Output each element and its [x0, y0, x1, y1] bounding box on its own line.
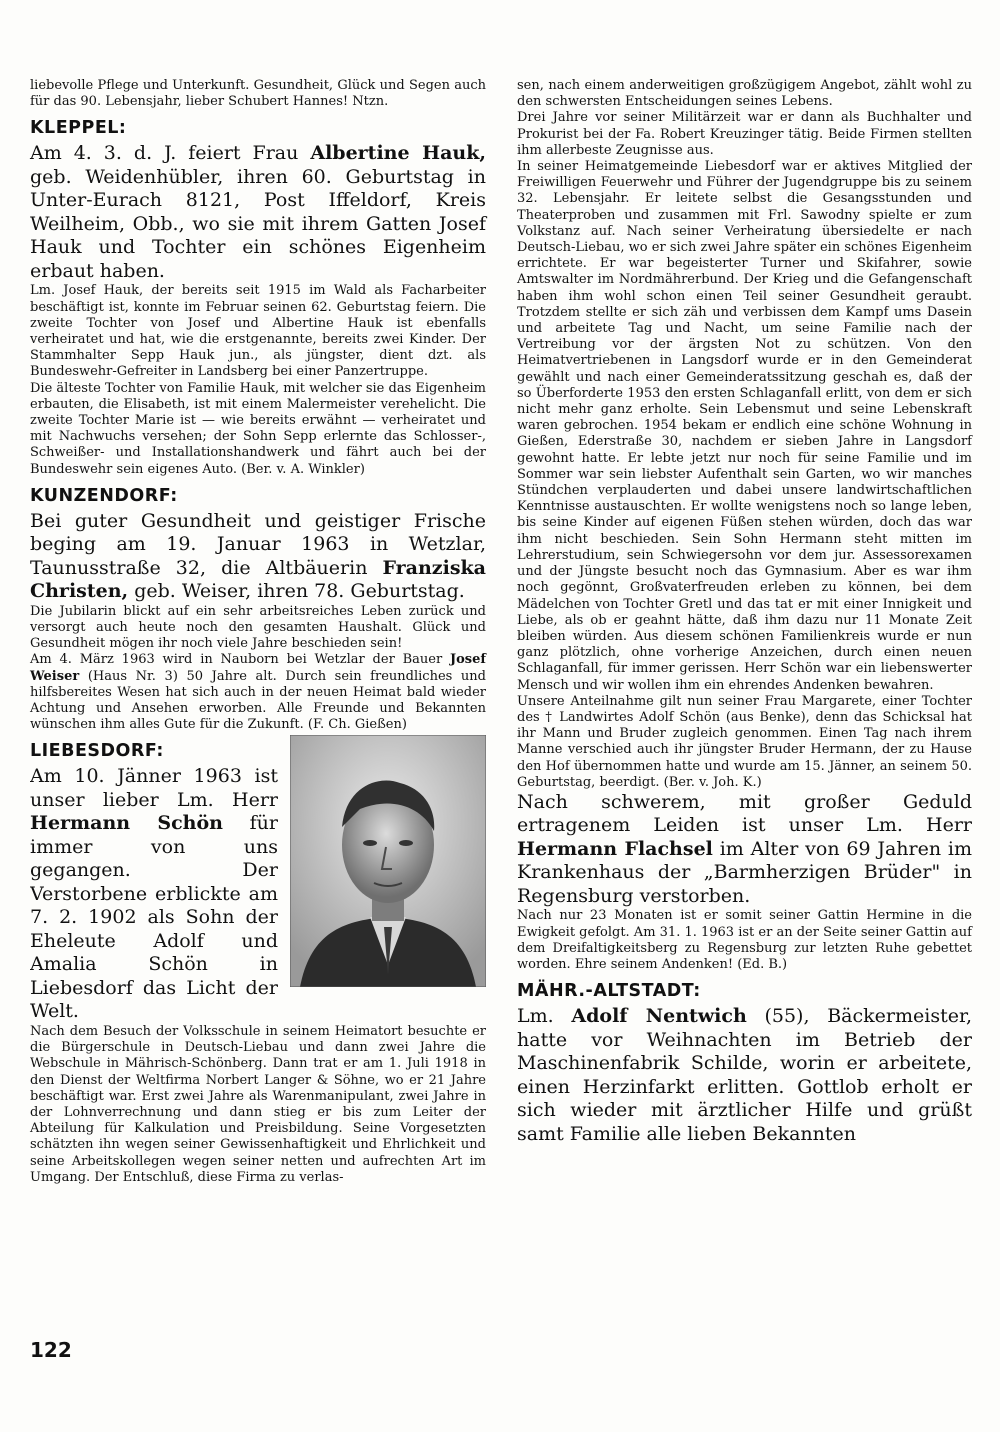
altstadt-lead-name: Adolf Nentwich [571, 1005, 747, 1028]
right-paragraph-3: In seiner Heimatgemeinde Liebesdorf war er aktives Mitglied der Freiwilligen Feuerwehr und Führer der Jugendgruppe bis zu seinem 32. Lebensjahr. Er leitete selbst die Gesangsstunden und Theaterproben und zusammen mit Frl. Sawodny spielte er zum Volkstanz auf. Nach seiner Verheiratung übersiedelte er nach Deutsch-Liebau, wo er sich zwei Jahre später ein schönes Eigenheim errichtete. Er war begeisterter Turner und Skifahrer, sowie Amtswalter im Nordmährerbund. Der Krieg und die Gefangenschaft haben ihm wohl schon einen Teil seiner Gesundheit geraubt. Trotzdem stellte er sich zäh und verbissen dem Kampf ums Dasein und arbeitete Tag und Nacht, um seine Familie nach der Vertreibung vor der ärgsten Not zu schützen. Von den Heimatvertriebenen in Langsdorf wurde er in den Gemeinderat gewählt und nach einer Gemeinderatssitzung geschah es, daß der so Überforderte 1953 den ersten Schlaganfall erlitt, von dem er sich nicht mehr ganz erholte. Sein Lebensmut und seine Lebenskraft waren gebrochen. 1954 bekam er endlich eine schöne Wohnung in Gießen, Ederstraße 30, nachdem er sieben Jahre in Langsdorf gewohnt hatte. Er lebte jetzt nur noch für seine Familie und im Sommer war sein liebster Aufenthalt sein Garten, wo wir manches Stündchen verplauderten und dabei unsere landwirtschaftlichen Kenntnisse austauschten. Er wollte wenigstens noch so lange leben, bis seine Kinder auf eigenen Füßen stehen würden, doch das war ihm nicht beschieden. Sein Sohn Hermann steht mitten im Lehrerstudium, sein Schwiegersohn vor dem jur. Assessorexamen und der Jüngste besucht noch das Gymnasium. Aber es war ihm noch gegönnt, Großvaterfreuden erleben zu können, bei dem Mädelchen von Tochter Gretl und das tat er mit einer Innigkeit und Liebe, als ob er geahnt hätte, daß ihm dazu nur 11 Monate Zeit bleiben würden. Aus diesem schönen Familienkreis wurde er nun ganz plötzlich, ohne vorherige Anzeichen, durch einen neuen Schlaganfall, für immer gerissen. Herr Schön war ein liebenswerter Mensch und wir wollen ihm ein ehrendes Andenken bewahren. [517, 159, 972, 693]
kunzendorf-lead: Bei guter Gesundheit und geistiger Frische beging am 19. Januar 1963 in Wetzlar, Taunusstraße 32, die Altbäuerin Franziska Christen, geb. Weiser, ihren 78. Geburtstag. [30, 509, 486, 603]
kleppel-lead: Am 4. 3. d. J. feiert Frau Albertine Hauk, geb. Weidenhübler, ihren 60. Geburtstag in Unter-Eurach 8121, Post Iffeldorf, Kreis Weilheim, Obb., wo sie mit ihrem Gatten Josef Hauk und Tochter ein schönes Eigenheim erbaut haben. [30, 142, 486, 282]
section-heading-altstadt: MÄHR.-ALTSTADT: [517, 981, 701, 1002]
page-number: 122 [30, 1338, 72, 1362]
flachsel-lead: Nach schwerem, mit großer Geduld ertragenem Leiden ist unser Lm. Herr Hermann Flachsel im Alter von 69 Jahren im Krankenhaus der „Barmherzigen Brüder" in Regensburg verstorben. [517, 790, 972, 907]
right-paragraph-4: Unsere Anteilnahme gilt nun seiner Frau Margarete, einer Tochter des † Landwirtes Adolf Schön (aus Benke), denn das Schicksal hat ihr Mann und Bruder zugleich genommen. Einen Tag nach ihrem Manne verschied auch ihr jüngster Bruder Hermann, der zu Hause den Hof übernommen hatte und wurde am 15. Jänner, an seinem 50. Geburtstag, beerdigt. (Ber. v. Joh. K.) [517, 693, 972, 790]
kunzendorf-paragraph-1: Die Jubilarin blickt auf ein sehr arbeitsreiches Leben zurück und versorgt auch heute noch den gesamten Haushalt. Glück und Gesundheit mögen ihr noch viele Jahre beschieden sein! [30, 603, 486, 652]
liebesdorf-lead-name: Hermann Schön [30, 812, 223, 835]
kunzendorf-name-bold: Josef Weiser [30, 652, 486, 684]
kunzendorf-paragraph-2: Am 4. März 1963 wird in Nauborn bei Wetzlar der Bauer Josef Weiser (Haus Nr. 3) 50 Jahre alt. Durch sein freundliches und hilfsbereites Wesen hat sich auch in der neuen Heimat bald wieder Achtung und Ansehen erworben. Alle Freunde und Bekannten wünschen ihm alles Gute für die Zukunft. (F. Ch. Gießen) [30, 652, 486, 733]
right-paragraph-2: Drei Jahre vor seiner Militärzeit war er dann als Buchhalter und Prokurist bei der Fa. Robert Kreuzinger tätig. Beide Firmen stellten ihm allerbeste Zeugnisse aus. [517, 110, 972, 158]
liebesdorf-section [30, 733, 486, 1024]
flachsel-lead-name: Hermann Flachsel [517, 837, 713, 860]
kleppel-paragraph-1: Lm. Josef Hauk, der bereits seit 1915 im Wald als Facharbeiter beschäftigt ist, konnte im Februar seinen 62. Geburtstag feiern. Die zweite Tochter von Josef und Albertine Hauk ist ebenfalls verheiratet und hat, wie die erstgenannte, bereits zwei Kinder. Der Stammhalter Sepp Hauk jun., als jüngster, dient dzt. als Bundeswehr-Gefreiter in Landsberg bei einer Panzertruppe. [30, 283, 486, 380]
kunzendorf-lead-name: Franziska Christen, [30, 556, 486, 603]
kleppel-paragraph-2: Die älteste Tochter von Familie Hauk, mit welcher sie das Eigenheim erbauten, die Elisabeth, ist mit einem Malermeister verehelicht. Die zweite Tochter Marie ist — wie bereits erwähnt — verheiratet und mit Nachwuchs versehen; der Sohn Sepp erlernte das Schlosser-, Schweißer- und Installationshandwerk und fährt auch bei der Bundeswehr sein eigenes Auto. (Ber. v. A. Winkler) [30, 380, 486, 477]
liebesdorf-paragraph-1: Nach dem Besuch der Volksschule in seinem Heimatort besuchte er die Bürgerschule in Deutsch-Liebau und dann zwei Jahre die Webschule in Mährisch-Schönberg. Dann trat er am 1. Juli 1918 in den Dienst der Weltfirma Norbert Langer & Söhne, wo er 21 Jahre beschäftigt war. Erst zwei Jahre als Warenmanipulant, zwei Jahre in der Lohnverrechnung und dann stieg er bis zum Leiter der Abteilung für Kalkulation und Preisbildung. Seine Vorgesetzten schätzten ihn wegen seiner Gewissenhaftigkeit und Ehrlichkeit und seine Arbeitskollegen wegen seiner netten und aufrechten Art im Umgang. Der Entschluß, diese Firma zu verlas- [30, 1023, 486, 1185]
portrait-photo [290, 735, 486, 987]
right-paragraph-5: Nach nur 23 Monaten ist er somit seiner Gattin Hermine in die Ewigkeit gefolgt. Am 31. 1. 1963 ist er an der Seite seiner Gattin auf dem Dreifaltigkeitsberg zu Regensburg zur letzten Ruhe gebettet worden. Ehre seinem Andenken! (Ed. B.) [517, 908, 972, 973]
altstadt-lead: Lm. Adolf Nentwich (55), Bäckermeister, hatte vor Weihnachten im Betrieb der Maschinenfabrik Schilde, worin er arbeitete, einen Herzinfarkt erlitten. Gottlob erholt er sich wieder mit ärztlicher Hilfe und grüßt samt Familie alle lieben Bekannten [517, 1005, 972, 1145]
section-heading-kunzendorf: KUNZENDORF: [30, 485, 178, 506]
right-paragraph-1: sen, nach einem anderweitigen großzügigem Angebot, zählt wohl zu den schwersten Entscheidungen seines Lebens. [517, 78, 972, 110]
intro-paragraph: liebevolle Pflege und Unterkunft. Gesundheit, Glück und Segen auch für das 90. Lebensjahr, lieber Schubert Hannes! Ntzn. [30, 78, 486, 110]
right-column [517, 78, 972, 1146]
section-heading-kleppel: KLEPPEL: [30, 118, 127, 139]
kleppel-lead-name: Albertine Hauk, [310, 142, 486, 165]
left-column [30, 78, 486, 1186]
section-heading-liebesdorf: LIEBESDORF: [30, 741, 164, 762]
liebesdorf-lead: Am 10. Jänner 1963 ist unser lieber Lm. Herr Hermann Schön für immer von uns gegangen. Der Verstorbene erblickte am 7. 2. 1902 als Sohn der Eheleute Adolf und Amalia Schön in Liebesdorf das Licht der Welt. [30, 765, 278, 1023]
